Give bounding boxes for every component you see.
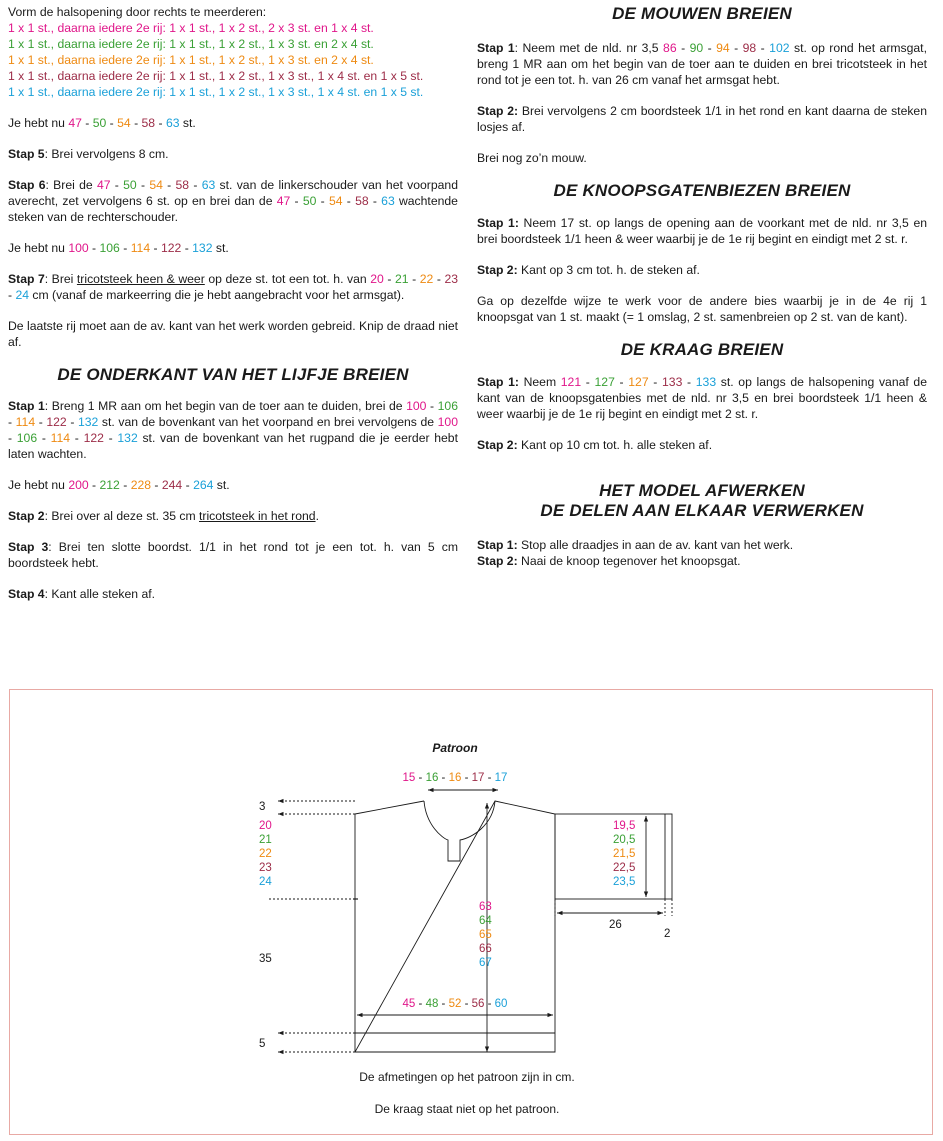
bottom-step-4: Stap 4: Kant alle steken af. <box>8 587 156 601</box>
band-extra: Ga op dezelfde wijze te werk voor de andere bies waarbij je in de 4e rij 1 knoopsgat van 1 st. maakt (= 1 omslag, 2 st. samenbreien op 2 st. van de kant). <box>477 294 927 324</box>
sleeve-width-4: 22,5 <box>613 862 636 874</box>
armhole-label-5: 24 <box>259 876 272 888</box>
right-column <box>477 4 927 569</box>
heading-mouwen: DE MOUWEN BREIEN <box>612 4 792 23</box>
sleeve-extra: Brei nog zo’n mouw. <box>477 151 587 165</box>
pattern-note-1: De afmetingen op het patroon zijn in cm. <box>359 1070 575 1084</box>
neck-width-label: 15 - 16 - 16 - 17 - 17 <box>402 772 508 784</box>
heading-onderkant: DE ONDERKANT VAN HET LIJFJE BREIEN <box>57 365 409 384</box>
collar-step-2: Stap 2: Kant op 10 cm tot. h. alle steken af. <box>477 438 713 452</box>
total-length-1: 63 <box>479 901 492 913</box>
neck-row-size4: 1 x 1 st., daarna iedere 2e rij: 1 x 1 st., 1 x 2 st., 1 x 3 st., 1 x 4 st. en 1 x 5 st. <box>8 69 424 83</box>
sleeve-length-label: 26 <box>609 919 622 931</box>
bottom-step-3: Stap 3: Brei ten slotte boordst. 1/1 in het rond tot je een tot. h. van 5 cm boordsteek hebt. <box>8 540 458 570</box>
bottom-step-2: Stap 2: Brei over al deze st. 35 cm tricotsteek in het rond. <box>8 509 319 523</box>
finish-step-1: Stap 1: Stop alle draadjes in aan de av. kant van het werk. <box>477 538 794 552</box>
sleeve-width-3: 21,5 <box>613 848 636 860</box>
heading-afwerken: HET MODEL AFWERKEN <box>599 481 805 500</box>
heading-knoopsgatenbiezen: DE KNOOPSGATENBIEZEN BREIEN <box>553 181 851 200</box>
body-length-label: 35 <box>259 953 272 965</box>
sleeve-step-1: Stap 1: Neem met de nld. nr 3,5 86 - 90 - 94 - 98 - 102 st. op rond het armsgat, breng 1 MR aan om het begin van de toer aan te duiden en brei tricotsteek in het rond tot je een tot. h. van 26 cm vanaf het armsgat hebt. <box>477 41 927 87</box>
total-length-3: 65 <box>479 929 492 941</box>
pattern-box <box>9 689 933 1135</box>
armhole-label-4: 23 <box>259 862 272 874</box>
left-column <box>8 4 458 617</box>
stitch-count-2: Je hebt nu 100 - 106 - 114 - 122 - 132 st. <box>8 241 229 255</box>
step-5: Stap 5: Brei vervolgens 8 cm. <box>8 147 169 161</box>
stitch-count-1: Je hebt nu 47 - 50 - 54 - 58 - 63 st. <box>8 116 196 130</box>
last-row-note: De laatste rij moet aan de av. kant van het werk worden gebreid. Knip de draad niet af. <box>8 319 458 349</box>
rib-label: 5 <box>259 1038 266 1050</box>
total-length-4: 66 <box>479 943 492 955</box>
neck-row-size3: 1 x 1 st., daarna iedere 2e rij: 1 x 1 st., 1 x 2 st., 1 x 3 st. en 2 x 4 st. <box>8 53 374 67</box>
step-6: Stap 6: Brei de 47 - 50 - 54 - 58 - 63 st. van de linkerschouder van het voorpand averecht, zet vervolgens 6 st. op en brei dan de 47 - 50 - 54 - 58 - 63 wachtende steken van de rechterschouder. <box>8 178 458 224</box>
band-step-1: Stap 1: Neem 17 st. op langs de opening aan de voorkant met de nld. nr 3,5 en brei boordsteek 1/1 heen & weer waarbij je de 1e rij begint en eindigt met 2 st. r. <box>477 216 927 246</box>
band-step-2: Stap 2: Kant op 3 cm tot. h. de steken af. <box>477 263 700 277</box>
total-length-2: 64 <box>479 915 492 927</box>
armhole-label-1: 20 <box>259 820 272 832</box>
pattern-diagram <box>10 690 934 1136</box>
heading-kraag: DE KRAAG BREIEN <box>620 340 784 359</box>
heading-verwerken: DE DELEN AAN ELKAAR VERWERKEN <box>540 501 864 520</box>
width-label: 45 - 48 - 52 - 56 - 60 <box>402 998 508 1010</box>
armhole-label-2: 21 <box>259 834 272 846</box>
shoulder-label: 3 <box>259 801 266 813</box>
total-length-5: 67 <box>479 957 492 969</box>
armhole-label-3: 22 <box>259 848 272 860</box>
sleeve-step-2: Stap 2: Brei vervolgens 2 cm boordsteek 1/1 in het rond en kant daarna de steken losjes af. <box>477 104 927 134</box>
sleeve-width-1: 19,5 <box>613 820 636 832</box>
finish-step-2: Stap 2: Naai de knoop tegenover het knoopsgat. <box>477 554 741 568</box>
stitch-count-3: Je hebt nu 200 - 212 - 228 - 244 - 264 st. <box>8 478 230 492</box>
neck-row-size2: 1 x 1 st., daarna iedere 2e rij: 1 x 1 st., 1 x 2 st., 1 x 3 st. en 2 x 4 st. <box>8 37 374 51</box>
bottom-step-1: Stap 1: Breng 1 MR aan om het begin van de toer aan te duiden, brei de 100 - 106 - 114 - 122 - 132 st. van de bovenkant van het voorpand en brei vervolgens de 100 - 106 - 114 - 122 - 132 st. van de bovenkant van het rugpand die je eerder hebt laten wachten. <box>8 399 458 461</box>
body-outline <box>355 801 555 1052</box>
neck-intro: Vorm de halsopening door rechts te meerderen: <box>8 5 267 19</box>
neck-opening <box>424 801 495 861</box>
neck-row-size1: 1 x 1 st., daarna iedere 2e rij: 1 x 1 st., 1 x 2 st., 2 x 3 st. en 1 x 4 st. <box>8 21 374 35</box>
sleeve-width-2: 20,5 <box>613 834 636 846</box>
collar-step-1: Stap 1: Neem 121 - 127 - 127 - 133 - 133 st. op langs de halsopening vanaf de kant van de knoopsgatenbies met de nld. nr 3,5 en brei boordsteek 1/1 heen & weer waarbij je de 1e rij begint en eindigt met 2 st. r. <box>477 375 927 421</box>
pattern-note-2: De kraag staat niet op het patroon. <box>374 1102 560 1116</box>
pattern-title: Patroon <box>432 741 478 755</box>
cuff-label: 2 <box>664 928 671 940</box>
sleeve-width-5: 23,5 <box>613 876 636 888</box>
neck-row-size5: 1 x 1 st., daarna iedere 2e rij: 1 x 1 st., 1 x 2 st., 1 x 3 st., 1 x 4 st. en 1 x 5 st. <box>8 85 424 99</box>
step-7: Stap 7: Brei tricotsteek heen & weer op deze st. tot een tot. h. van 20 - 21 - 22 - 23 - 24 cm (vanaf de markeerring die je hebt aangebracht voor het armsgat). <box>8 272 458 302</box>
